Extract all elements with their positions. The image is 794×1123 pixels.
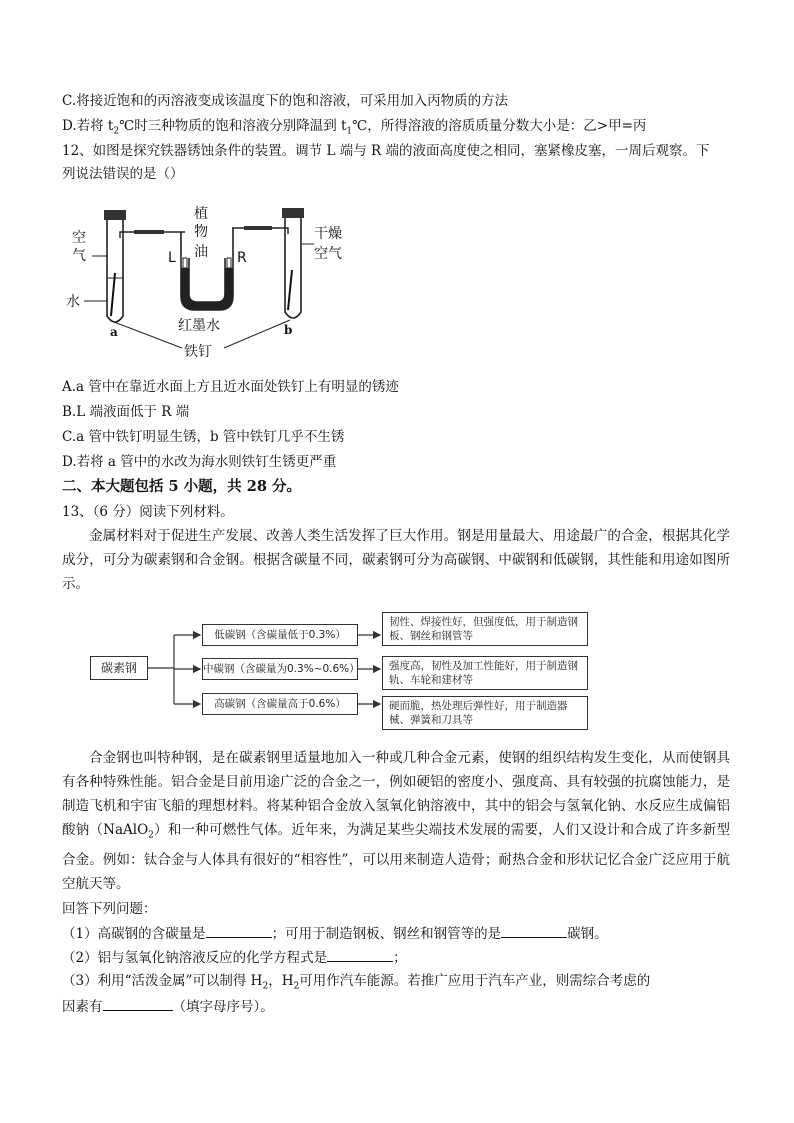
q13-sub3-part: （填字母序号）。 — [172, 999, 274, 1015]
q12-stem-line1: 12、如图是探究铁器锈蚀条件的装置。调节 L 端与 R 端的液面高度使之相同，塞紧橡皮塞，一周后观察。下 — [62, 143, 710, 159]
left-rubber-tube — [134, 230, 164, 234]
q11-option-d — [62, 116, 646, 142]
q13-sub1-part: ；可用于制造钢板、钢丝和钢管等的是 — [271, 926, 502, 942]
label-water: 水 — [66, 294, 80, 310]
q13-stem: 13、（6 分）阅读下列材料。 — [62, 504, 234, 520]
q13-sub3-part: 因素有 — [62, 999, 103, 1015]
label-R: R — [237, 250, 247, 266]
subscript: 2 — [113, 126, 120, 137]
q12-option-a: A.a 管中在靠近水面上方且近水面处铁钉上有明显的锈迹 — [62, 379, 399, 395]
right-rubber-tube — [244, 226, 272, 230]
q11-option-d-part: ℃，所得溶液的溶质质量分数大小是：乙>甲=丙 — [352, 118, 647, 134]
q13-paragraph-2-part: ）和一种可燃性气体。近年来，为满足某些尖端技术发展的需要，人们又设计和合成了许多新型合金。例如：钛合金与人体具有很好的“相容性”，可以用来制造人造骨；耐热合金和形状记忆合金广泛应用于航空航天等。 — [62, 822, 731, 892]
answer-blank[interactable] — [206, 923, 272, 938]
q13-paragraph-1: 金属材料对于促进生产发展、改善人类生活发挥了巨大作用。钢是用量最大、用途最广的合金，根据其化学成分，可分为碳素钢和合金钢。根据含碳量不同，碳素钢可分为高碳钢、中碳钢和低碳钢，其性能和用途如图所示。 — [62, 528, 730, 592]
q13-sub1 — [62, 923, 608, 944]
q13-sub3-part: 可用作汽车能源。若推广应用于汽车产业，则需综合考虑的 — [299, 973, 651, 989]
q12-option-d: D.若将 a 管中的水改为海水则铁钉生锈更严重 — [62, 454, 337, 470]
red-ink — [181, 268, 233, 310]
label-plant-3: 油 — [194, 244, 208, 260]
q13-answer-intro: 回答下列问题： — [62, 901, 157, 917]
q13-sub3-part: （3）利用“活泼金属”可以制得 H — [62, 973, 263, 989]
right-stopper — [282, 208, 304, 218]
subscript: 2 — [293, 981, 300, 992]
label-a: a — [110, 325, 118, 339]
label-plant-1: 植 — [194, 206, 208, 222]
label-air-1: 空 — [72, 230, 86, 246]
q13-paragraph-2-part: 合金钢也叫特种钢，是在碳素钢里适量地加入一种或几种合金元素，使钢的组织结构发生变化，从而使钢具有各种特殊性能。铝合金是目前用途广泛的合金之一，例如硬铝的密度小、强度高、具有较强的抗腐蚀能力，是制造飞机和宇宙飞船的理想材料。将某种铝合金放入氢氧化钠溶液中，其中的铝会与氢氧化钠、水反应生成偏铝酸钠（NaAlO — [62, 750, 730, 838]
u-tube-inner — [189, 258, 225, 302]
left-nail — [111, 273, 115, 316]
q11-option-c: C.将接近饱和的丙溶液变成该温度下的饱和溶液，可采用加入丙物质的方法 — [62, 93, 509, 109]
answer-blank[interactable] — [103, 996, 173, 1011]
answer-blank[interactable] — [327, 947, 393, 962]
answer-blank[interactable] — [501, 923, 567, 938]
q13-sub2 — [62, 947, 407, 968]
label-b: b — [284, 323, 293, 337]
label-air-2: 气 — [72, 248, 86, 264]
q13-sub1-part: 碳钢。 — [567, 926, 608, 942]
q13-sub3-line2 — [62, 996, 274, 1017]
box-carbon-steel: 碳素钢 — [90, 656, 148, 680]
q12-option-c: C.a 管中铁钉明显生锈，b 管中铁钉几乎不生锈 — [62, 429, 345, 445]
box-high-desc: 硬而脆，热处理后弹性好，用于制造器械、弹簧和刀具等 — [382, 696, 588, 730]
section-2-title: 二、本大题包括 5 小题，共 28 分。 — [62, 478, 301, 495]
q13-sub2-part: ； — [393, 950, 407, 966]
label-nail: 铁钉 — [184, 344, 212, 360]
q13-sub1-part: （1）高碳钢的含碳量是 — [62, 926, 206, 942]
subscript: 1 — [346, 126, 353, 137]
label-red-ink: 红墨水 — [178, 318, 220, 334]
right-nail — [288, 270, 292, 310]
carbon-steel-diagram — [90, 608, 590, 736]
label-dry: 干燥 — [314, 226, 342, 242]
label-dry-air: 空气 — [314, 246, 342, 262]
rust-experiment-figure — [62, 198, 362, 366]
box-low-desc: 韧性、焊接性好，但强度低，用于制造钢板、钢丝和钢管等 — [382, 612, 588, 646]
q13-sub3 — [62, 971, 650, 997]
q12-stem-line2: 列说法错误的是（） — [62, 166, 184, 182]
l-marker — [183, 258, 187, 268]
box-high-carbon: 高碳钢（含碳量高于0.6%） — [202, 693, 358, 715]
subscript: 2 — [148, 830, 154, 841]
subscript: 2 — [262, 981, 269, 992]
q11-option-d-part: D.若将 t — [62, 118, 114, 134]
q13-sub3-part: ，H — [268, 973, 294, 989]
box-mid-desc: 强度高，韧性及加工性能好，用于制造钢轨、车轮和建材等 — [382, 656, 588, 690]
q12-option-b: B.L 端液面低于 R 端 — [62, 404, 190, 420]
label-plant-2: 物 — [194, 224, 208, 240]
box-mid-carbon: 中碳钢（含碳量为0.3%~0.6%） — [202, 658, 358, 680]
q13-paragraph-2 — [62, 746, 730, 896]
q13-sub2-part: （2）铝与氢氧化钠溶液反应的化学方程式是 — [62, 950, 328, 966]
r-marker — [227, 258, 231, 268]
q11-option-d-part: ℃时三种物质的饱和溶液分别降温到 t — [119, 118, 347, 134]
box-low-carbon: 低碳钢（含碳量低于0.3%） — [202, 624, 358, 646]
label-L: L — [168, 250, 176, 266]
left-stopper — [104, 210, 126, 220]
